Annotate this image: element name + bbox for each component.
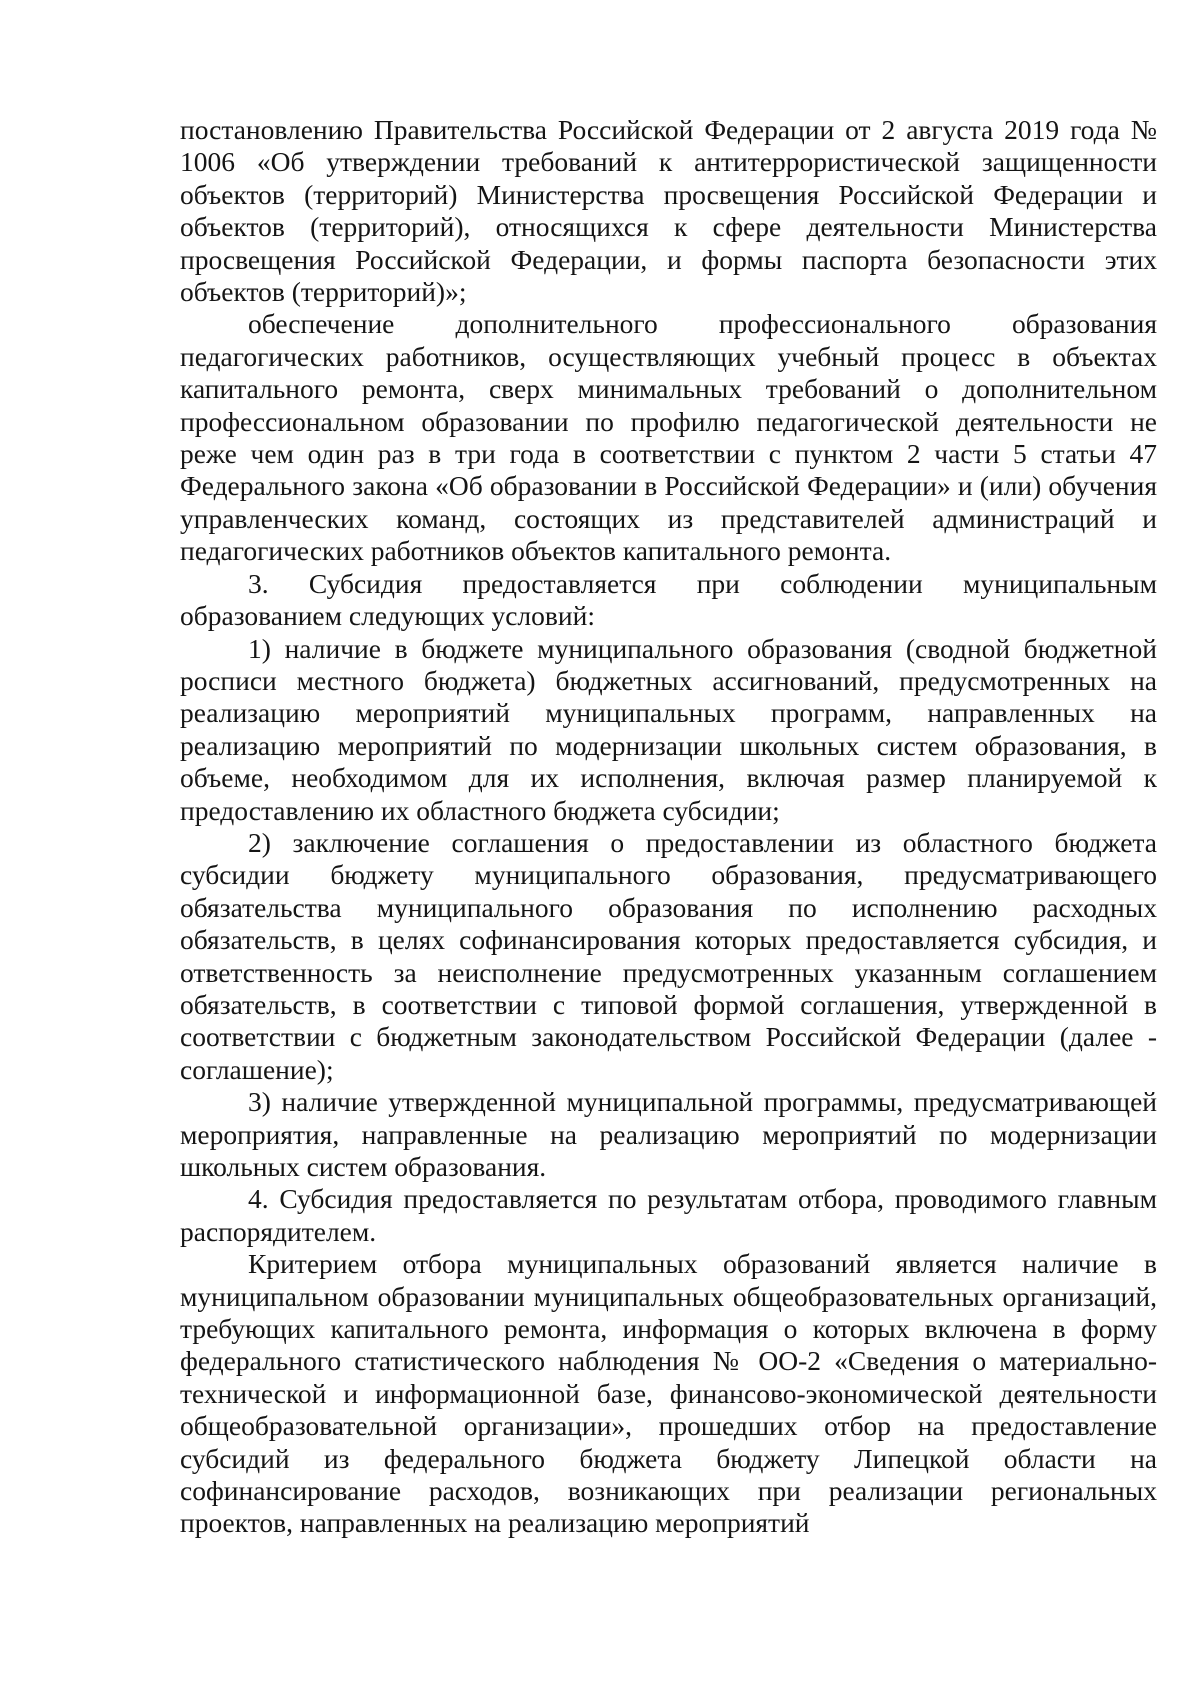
paragraph-condition-1: 1) наличие в бюджете муниципального образования (сводной бюджетной росписи местного бюджета) бюджетных ассигнований, предусмотренных на реализацию мероприятий муниципальных программ, направленных на реализацию мероприятий по модернизации школьных систем образования, в объеме, необходимом для их исполнения, включая размер планируемой к предоставлению их областного бюджета субсидии; [180,632,1157,826]
paragraph-decree-reference: постановлению Правительства Российской Федерации от 2 августа 2019 года № 1006 «Об утверждении требований к антитеррористической защищенности объектов (территорий) Министерства просвещения Российской Федерации и объектов (территорий), относящихся к сфере деятельности Министерства просвещения Российской Федерации, и формы паспорта безопасности этих объектов (территорий)»; [180,114,1157,308]
paragraph-condition-3: 3) наличие утвержденной муниципальной программы, предусматривающей мероприятия, направленные на реализацию мероприятий по модернизации школьных систем образования. [180,1086,1157,1182]
paragraph-selection-criterion: Критерием отбора муниципальных образований является наличие в муниципальном образовании муниципальных общеобразовательных организаций, требующих капитального ремонта, информация о которых включена в форму федерального статистического наблюдения № ОО-2 «Сведения о материально-технической и информационной базе, финансово-экономической деятельности общеобразовательной организации», прошедших отбор на предоставление субсидий из федерального бюджета бюджету Липецкой области на софинансирование расходов, возникающих при реализации региональных проектов, направленных на реализацию мероприятий [180,1248,1157,1539]
paragraph-teacher-training: обеспечение дополнительного профессионального образования педагогических работников, осуществляющих учебный процесс в объектах капитального ремонта, сверх минимальных требований о дополнительном профессиональном образовании по профилю педагогической деятельности не реже чем один раз в три года в соответствии с пунктом 2 части 5 статьи 47 Федерального закона «Об образовании в Российской Федерации» и (или) обучения управленческих команд, состоящих из представителей администраций и педагогических работников объектов капитального ремонта. [180,308,1157,567]
paragraph-condition-2: 2) заключение соглашения о предоставлении из областного бюджета субсидии бюджету муниципального образования, предусматривающего обязательства муниципального образования по исполнению расходных обязательств, в целях софинансирования которых предоставляется субсидия, и ответственность за неисполнение предусмотренных указанным соглашением обязательств, в соответствии с типовой формой соглашения, утвержденной в соответствии с бюджетным законодательством Российской Федерации (далее - соглашение); [180,826,1157,1085]
paragraph-clause-4: 4. Субсидия предоставляется по результатам отбора, проводимого главным распорядителем. [180,1183,1157,1247]
document-page [180,114,1157,1540]
paragraph-clause-3: 3. Субсидия предоставляется при соблюдении муниципальным образованием следующих условий: [180,567,1157,632]
